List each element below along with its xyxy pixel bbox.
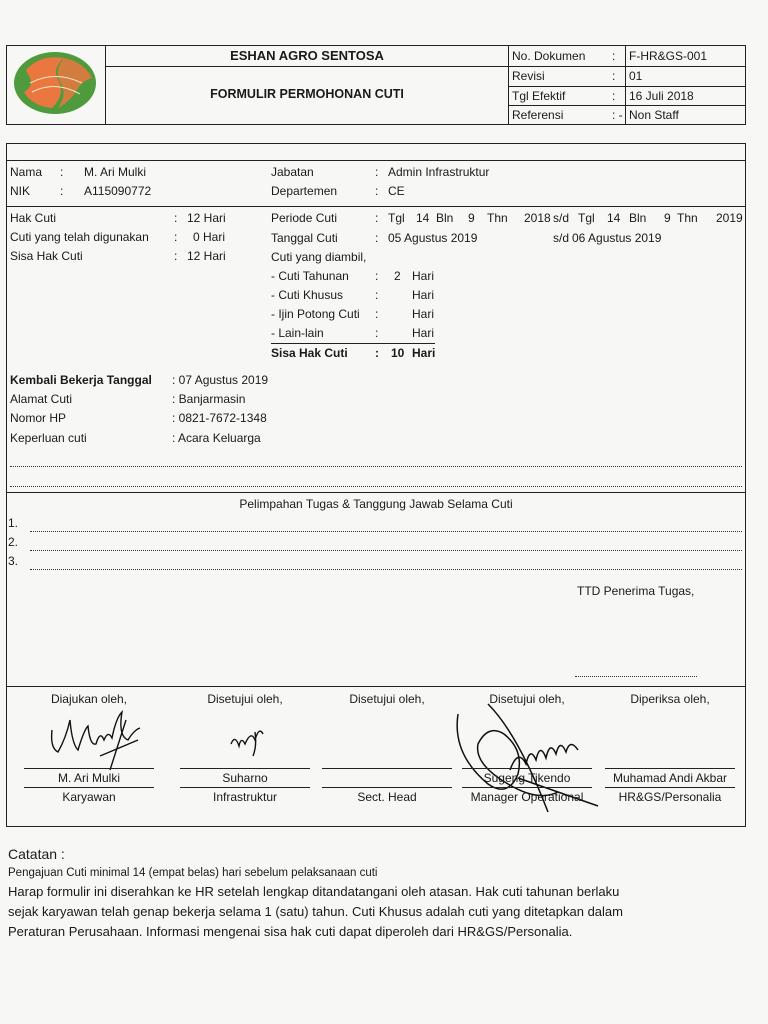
keperluan-value: : Acara Keluarga <box>172 431 261 445</box>
tanggal-cuti-sep: : <box>375 231 379 245</box>
signature-role: Infrastruktur <box>212 790 278 804</box>
signature-name: M. Ari Mulki <box>57 771 120 785</box>
taken-sep: : <box>375 288 379 302</box>
taken-unit: Hari <box>412 288 435 302</box>
meta-value: 01 <box>629 69 643 83</box>
taken-sep: : <box>375 307 379 321</box>
periode-tgl2: Tgl <box>578 211 595 225</box>
delegation-item-number: 3. <box>8 554 19 568</box>
departemen-value: CE <box>388 184 405 198</box>
cuti-diambil-label: Cuti yang diambil, <box>271 250 367 264</box>
periode-m2: 9 <box>664 211 671 225</box>
periode-d2: 14 <box>607 211 621 225</box>
meta-sep: : <box>612 89 616 103</box>
signature-heading: Disetujui oleh, <box>349 692 425 706</box>
signature-heading: Diajukan oleh, <box>50 692 128 706</box>
meta-value: F-HR&GS-001 <box>629 49 708 63</box>
periode-label: Periode Cuti <box>271 211 338 225</box>
sisa-hak-label: Sisa Hak Cuti <box>10 249 83 263</box>
alamat-value: : Banjarmasin <box>172 392 246 406</box>
nama-value: M. Ari Mulki <box>84 165 147 179</box>
notes-line: sejak karyawan telah genap bekerja selama 1 (satu) tahun. Cuti Khusus adalah cuti yang ditetapkan dalam <box>8 904 623 919</box>
kembali-value: : 07 Agustus 2019 <box>172 373 269 387</box>
periode-bln1: Bln <box>436 211 454 225</box>
hp-value: : 0821-7672-1348 <box>172 411 267 425</box>
company-name: ESHAN AGRO SENTOSA <box>230 48 384 63</box>
tanggal-cuti-label: Tanggal Cuti <box>271 231 338 245</box>
alamat-label: Alamat Cuti <box>10 392 73 406</box>
ttd-penerima-label: TTD Penerima Tugas, <box>577 584 695 598</box>
company-logo-icon <box>12 50 98 116</box>
delegation-title: Pelimpahan Tugas & Tanggung Jawab Selama Cuti <box>239 497 513 511</box>
hak-cuti-sep: : <box>174 211 178 225</box>
meta-value: 16 Juli 2018 <box>629 89 694 103</box>
departemen-label: Departemen <box>271 184 338 198</box>
periode-y2: 2019 <box>716 211 743 225</box>
periode-sd: s/d <box>553 211 570 225</box>
periode-thn1: Thn <box>487 211 508 225</box>
cuti-digunakan-label: Cuti yang telah digunakan <box>10 230 149 244</box>
nik-value: A115090772 <box>84 184 152 198</box>
keperluan-label: Keperluan cuti <box>10 431 87 445</box>
signature-name: Muhamad Andi Akbar <box>612 771 728 785</box>
signature-karyawan-icon <box>40 700 150 775</box>
meta-sep: : <box>612 49 616 63</box>
nama-sep: : <box>60 165 64 179</box>
meta-sep: : - <box>612 108 623 122</box>
notes-line: Peraturan Perusahaan. Informasi mengenai sisa hak cuti dapat diperoleh dari HR&GS/Personalia. <box>8 924 573 939</box>
delegation-item-number: 1. <box>8 516 19 530</box>
cuti-digunakan-value: 0 Hari <box>193 230 226 244</box>
sisa-akhir-label: Sisa Hak Cuti <box>271 346 348 360</box>
jabatan-label: Jabatan <box>271 165 314 179</box>
periode-bln2: Bln <box>629 211 647 225</box>
notes-line: Harap formulir ini diserahkan ke HR setelah lengkap ditandatangani oleh atasan. Hak cuti tahunan berlaku <box>8 884 620 899</box>
taken-sep: : <box>375 326 379 340</box>
taken-label: - Lain-lain <box>271 326 324 340</box>
sisa-akhir-sep: : <box>375 346 379 360</box>
taken-unit: Hari <box>412 307 435 321</box>
kembali-label: Kembali Bekerja Tanggal <box>10 373 152 387</box>
signature-role: HR&GS/Personalia <box>618 790 722 804</box>
signature-role: Karyawan <box>62 790 116 804</box>
signature-name: Suharno <box>222 771 268 785</box>
taken-label: - Cuti Tahunan <box>271 269 349 283</box>
taken-label: - Cuti Khusus <box>271 288 344 302</box>
periode-y1: 2018 <box>524 211 551 225</box>
taken-sep: : <box>375 269 379 283</box>
cuti-digunakan-sep: : <box>174 230 178 244</box>
nik-label: NIK <box>10 184 31 198</box>
tanggal-cuti-sd: s/d <box>553 231 570 245</box>
tanggal-cuti-to: 06 Agustus 2019 <box>572 231 662 245</box>
hp-label: Nomor HP <box>10 411 67 425</box>
signature-heading: Diperiksa oleh, <box>630 692 710 706</box>
sisa-hak-value: 12 Hari <box>187 249 226 263</box>
meta-value: Non Staff <box>629 108 679 122</box>
signature-name: Sugeng Tikendo <box>483 771 571 785</box>
periode-d1: 14 <box>416 211 430 225</box>
signature-role: Manager Operational <box>470 790 584 804</box>
notes-line: Pengajuan Cuti minimal 14 (empat belas) hari sebelum pelaksanaan cuti <box>8 867 378 879</box>
taken-num: 2 <box>394 269 401 283</box>
periode-sep: : <box>375 211 379 225</box>
sisa-hak-sep: : <box>174 249 178 263</box>
delegation-item-number: 2. <box>8 535 19 549</box>
nama-label: Nama <box>10 165 43 179</box>
meta-sep: : <box>612 69 616 83</box>
periode-tgl1: Tgl <box>388 211 405 225</box>
signature-infrastruktur-icon <box>225 722 275 762</box>
periode-m1: 9 <box>468 211 475 225</box>
meta-label: Tgl Efektif <box>512 89 566 103</box>
hak-cuti-label: Hak Cuti <box>10 211 57 225</box>
form-title: FORMULIR PERMOHONAN CUTI <box>210 87 404 101</box>
hak-cuti-value: 12 Hari <box>187 211 226 225</box>
taken-unit: Hari <box>412 269 435 283</box>
notes-title: Catatan : <box>8 846 65 862</box>
signature-role: Sect. Head <box>357 790 417 804</box>
nik-sep: : <box>60 184 64 198</box>
meta-label: No. Dokumen <box>512 49 586 63</box>
jabatan-value: Admin Infrastruktur <box>388 165 490 179</box>
departemen-sep: : <box>375 184 379 198</box>
meta-label: Referensi <box>512 108 564 122</box>
taken-unit: Hari <box>412 326 435 340</box>
sisa-akhir-num: 10 <box>391 346 405 360</box>
meta-label: Revisi <box>512 69 545 83</box>
signature-heading: Disetujui oleh, <box>489 692 565 706</box>
taken-label: - Ijin Potong Cuti <box>271 307 360 321</box>
sisa-akhir-unit: Hari <box>412 346 436 360</box>
jabatan-sep: : <box>375 165 379 179</box>
tanggal-cuti-from: 05 Agustus 2019 <box>388 231 478 245</box>
periode-thn2: Thn <box>677 211 698 225</box>
signature-heading: Disetujui oleh, <box>207 692 283 706</box>
